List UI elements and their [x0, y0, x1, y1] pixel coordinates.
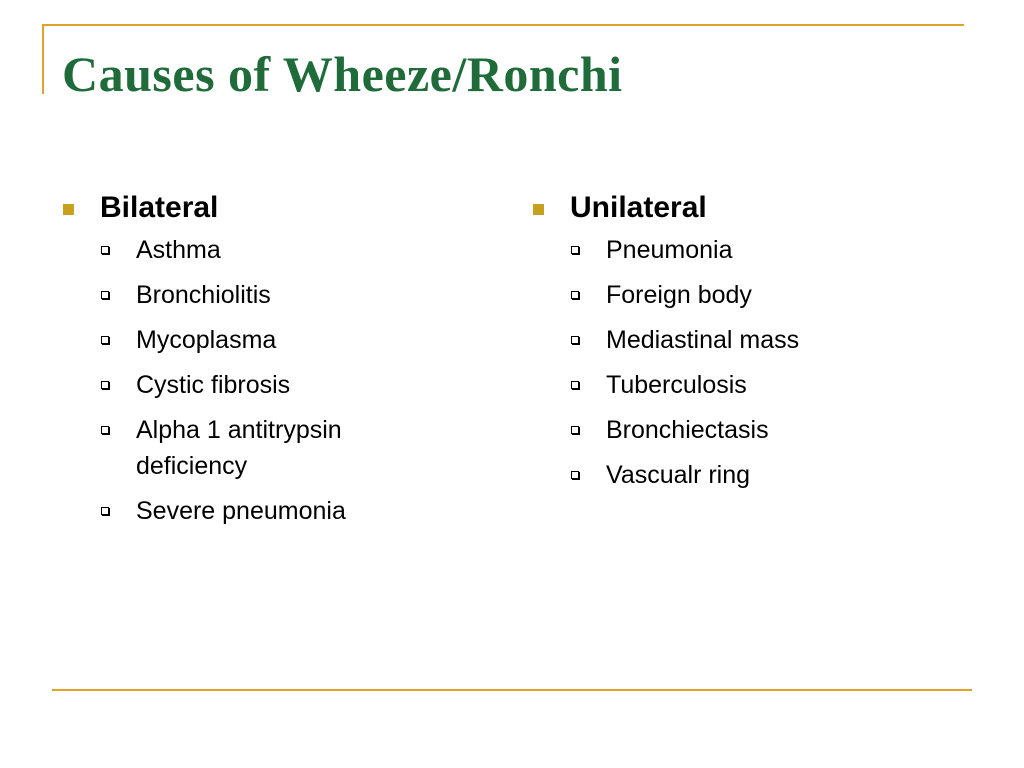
hollow-square-bullet-icon [101, 426, 109, 434]
list-item-label: Pneumonia [606, 236, 733, 264]
list-item-label: Cystic fibrosis [136, 371, 291, 399]
left-accent-line [42, 24, 44, 94]
list-item [60, 322, 460, 358]
unilateral-column [530, 186, 930, 502]
square-bullet-icon [533, 204, 544, 215]
slide-title: Causes of Wheeze/Ronchi [62, 46, 623, 102]
list-item-label: Bronchiectasis [606, 416, 769, 444]
list-item-label: Alpha 1 antitrypsin deficiency [136, 416, 342, 480]
list-item-label: Vascualr ring [606, 461, 751, 489]
list-item-label: Severe pneumonia [136, 497, 346, 525]
bilateral-column [60, 186, 460, 538]
bottom-accent-line [52, 689, 972, 691]
hollow-square-bullet-icon [101, 291, 109, 299]
list-item [60, 232, 460, 268]
hollow-square-bullet-icon [101, 246, 109, 254]
bilateral-heading: Bilateral [100, 191, 219, 224]
hollow-square-bullet-icon [571, 336, 579, 344]
list-item [530, 277, 930, 313]
list-item [60, 277, 460, 313]
list-item [530, 232, 930, 268]
hollow-square-bullet-icon [571, 291, 579, 299]
hollow-square-bullet-icon [571, 426, 579, 434]
hollow-square-bullet-icon [101, 381, 109, 389]
unilateral-list [530, 232, 930, 493]
bilateral-list [60, 232, 460, 529]
hollow-square-bullet-icon [571, 381, 579, 389]
list-item-label: Tuberculosis [606, 371, 747, 399]
list-item-label: Bronchiolitis [136, 281, 271, 309]
list-item-label: Mycoplasma [136, 326, 277, 354]
list-item [530, 412, 930, 448]
unilateral-heading-row [530, 186, 930, 232]
list-item [530, 367, 930, 403]
square-bullet-icon [63, 204, 74, 215]
list-item [60, 412, 398, 484]
list-item-label: Asthma [136, 236, 221, 264]
bilateral-heading-row [60, 186, 460, 232]
list-item-label: Mediastinal mass [606, 326, 800, 354]
top-accent-line [42, 24, 964, 26]
list-item [60, 493, 460, 529]
list-item [530, 322, 930, 358]
hollow-square-bullet-icon [571, 246, 579, 254]
list-item [60, 367, 460, 403]
list-item [530, 457, 930, 493]
unilateral-heading: Unilateral [570, 191, 707, 224]
hollow-square-bullet-icon [571, 471, 579, 479]
list-item-label: Foreign body [606, 281, 752, 309]
hollow-square-bullet-icon [101, 507, 109, 515]
hollow-square-bullet-icon [101, 336, 109, 344]
